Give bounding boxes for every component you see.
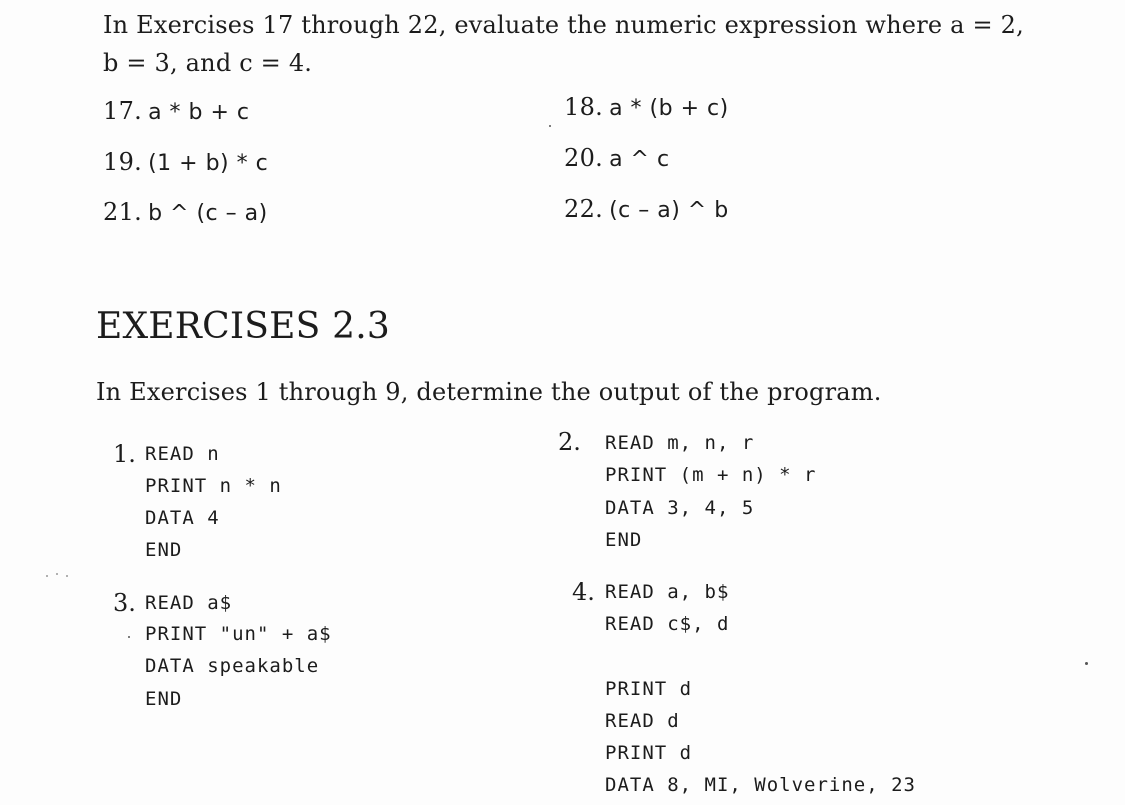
exercise-number: 4.: [572, 578, 595, 606]
problem-number: 20.: [564, 144, 604, 172]
code-line: READ n: [145, 443, 220, 465]
problem-expression: (c – a) ^ b: [609, 198, 729, 223]
code-line: READ a, b$: [605, 581, 730, 603]
code-line: DATA 8, MI, Wolverine, 23: [605, 774, 916, 796]
problem-expression: b ^ (c – a): [148, 201, 268, 226]
code-line: DATA speakable: [145, 655, 320, 677]
code-line: PRINT d: [605, 678, 693, 700]
code-line: PRINT d: [605, 742, 693, 764]
scan-speck: [1085, 662, 1088, 665]
scan-speck: [549, 125, 551, 127]
code-line: READ m, n, r: [605, 432, 755, 454]
exercise-number: 1.: [113, 440, 136, 468]
scan-speck: [46, 575, 48, 577]
problem-19: [103, 148, 268, 176]
code-line: PRINT (m + n) * r: [605, 464, 817, 486]
intro-line-1: In Exercises 17 through 22, evaluate the numeric expression where a = 2,: [103, 11, 1024, 39]
section-heading: EXERCISES 2.3: [96, 306, 390, 347]
problem-expression: a * b + c: [148, 100, 250, 125]
section-instruction: In Exercises 1 through 9, determine the output of the program.: [96, 378, 882, 406]
problem-21: [103, 198, 268, 226]
scan-speck: [66, 575, 68, 577]
code-line: READ c$, d: [605, 613, 730, 635]
code-line: PRINT "un" + a$: [145, 623, 332, 645]
code-line: DATA 3, 4, 5: [605, 497, 755, 519]
problem-number: 21.: [103, 198, 143, 226]
problem-expression: a * (b + c): [609, 96, 729, 121]
code-line: DATA 4: [145, 507, 220, 529]
evaluate-instructions: [103, 6, 1053, 82]
problem-number: 19.: [103, 148, 143, 176]
problem-22: [564, 195, 729, 223]
problem-17: [103, 97, 250, 125]
code-line: PRINT n * n: [145, 475, 282, 497]
problem-number: 17.: [103, 97, 143, 125]
problem-number: 22.: [564, 195, 604, 223]
problem-20: [564, 144, 670, 172]
scan-speck: [128, 636, 130, 638]
problem-expression: (1 + b) * c: [148, 151, 269, 176]
problem-number: 18.: [564, 93, 604, 121]
code-line: END: [145, 539, 183, 561]
code-line: END: [145, 688, 183, 710]
code-line: END: [605, 529, 643, 551]
intro-line-2: b = 3, and c = 4.: [103, 49, 313, 77]
problem-18: [564, 93, 729, 121]
code-line: READ d: [605, 710, 680, 732]
code-line: READ a$: [145, 592, 233, 614]
exercise-number: 2.: [558, 428, 581, 456]
scan-speck: [56, 573, 58, 575]
problem-expression: a ^ c: [609, 147, 670, 172]
exercise-number: 3.: [113, 589, 136, 617]
